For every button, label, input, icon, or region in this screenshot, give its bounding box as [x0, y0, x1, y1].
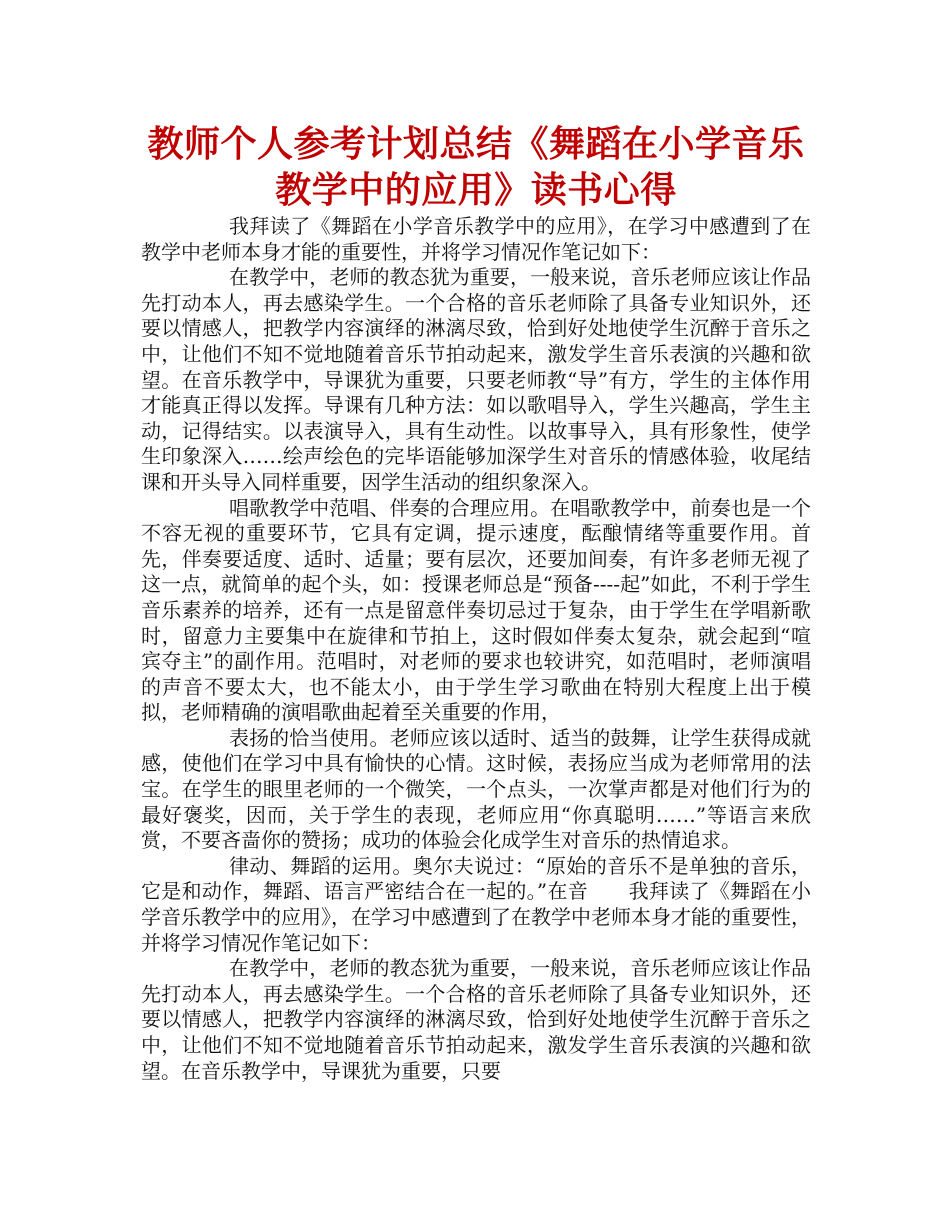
paragraph: 律动、舞蹈的运用。奥尔夫说过：“原始的音乐不是单独的音乐，它是和动作，舞蹈、语言严密结合在一起的。”在音 我拜读了《舞蹈在小学音乐教学中的应用》，在学习中感遭到了在教学中老师本身才能的重要性，并将学习情况作笔记如下：	[141, 853, 811, 955]
document-title	[141, 122, 811, 214]
paragraph: 在教学中，老师的教态犹为重要，一般来说，音乐老师应该让作品先打动本人，再去感染学生。一个合格的音乐老师除了具备专业知识外，还要以情感人，把教学内容演绎的淋漓尽致，恰到好处地使学生沉醉于音乐之中，让他们不知不觉地随着音乐节拍动起来，激发学生音乐表演的兴趣和欲望。在音乐教学中，导课犹为重要，只要老师教“导”有方，学生的主体作用才能真正得以发挥。导课有几种方法：如以歌唱导入，学生兴趣高，学生主动，记得结实。以表演导入，具有生动性。以故事导入，具有形象性，使学生印象深入……绘声绘色的完毕语能够加深学生对音乐的情感体验，收尾结课和开头导入同样重要，因学生活动的组织象深入。	[141, 265, 811, 494]
title-line: 教师个人参考计划总结《舞蹈在小学音乐	[147, 124, 805, 165]
title-line: 教学中的应用》读书心得	[275, 170, 677, 211]
paragraph: 我拜读了《舞蹈在小学音乐教学中的应用》，在学习中感遭到了在教学中老师本身才能的重要性，并将学习情况作笔记如下：	[141, 214, 811, 264]
paragraph: 在教学中，老师的教态犹为重要，一般来说，音乐老师应该让作品先打动本人，再去感染学生。一个合格的音乐老师除了具备专业知识外，还要以情感人，把教学内容演绎的淋漓尽致，恰到好处地使学生沉醉于音乐之中，让他们不知不觉地随着音乐节拍动起来，激发学生音乐表演的兴趣和欲望。在音乐教学中，导课犹为重要，只要	[141, 956, 811, 1083]
paragraph: 表扬的恰当使用。老师应该以适时、适当的鼓舞，让学生获得成就感，使他们在学习中具有愉快的心情。这时候，表扬应当成为老师常用的法宝。在学生的眼里老师的一个微笑，一个点头，一次掌声都是对他们行为的最好褒奖，因而，关于学生的表现，老师应用“你真聪明……”等语言来欣赏，不要吝啬你的赞扬；成功的体验会化成学生对音乐的热情追求。	[141, 725, 811, 853]
document-body	[141, 214, 811, 1084]
document-page	[141, 122, 811, 1084]
paragraph: 唱歌教学中范唱、伴奏的合理应用。在唱歌教学中，前奏也是一个不容无视的重要环节，它具有定调，提示速度，酝酿情绪等重要作用。首先，伴奏要适度、适时、适量；要有层次，还要加间奏，有许多老师无视了这一点，就简单的起个头，如：授课老师总是“预备----起”如此，不利于学生音乐素养的培养，还有一点是留意伴奏切忌过于复杂，由于学生在学唱新歌时，留意力主要集中在旋律和节拍上，这时假如伴奏太复杂，就会起到“喧宾夺主”的副作用。范唱时，对老师的要求也较讲究，如范唱时，老师演唱的声音不要太大，也不能太小，由于学生学习歌曲在特别大程度上出于模拟，老师精确的演唱歌曲起着至关重要的作用，	[141, 495, 811, 725]
